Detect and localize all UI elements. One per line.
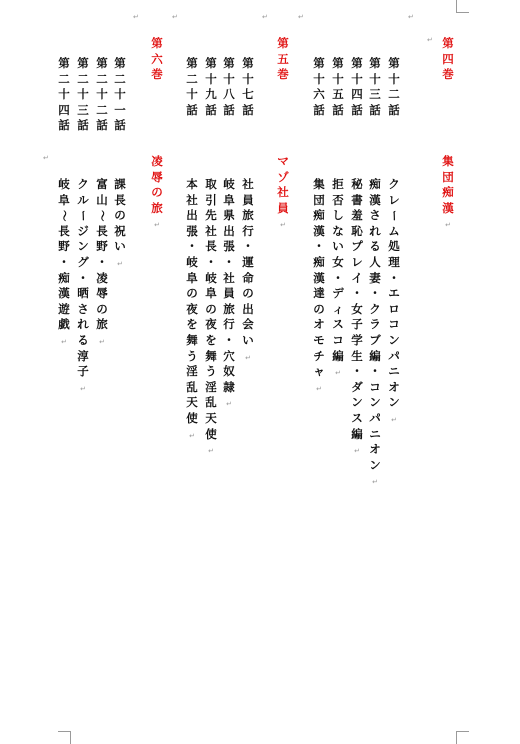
vol4-title: 第 四 巻	[442, 36, 454, 82]
paragraph-mark: ↵	[354, 447, 360, 456]
vol4-episode-13: 第 十 三 話	[369, 56, 381, 117]
vol4-episode-14: 第 十 四 話	[351, 56, 363, 117]
vol5-episode-20: 第 二 十 話	[186, 56, 198, 117]
vol6-title-21: 課 長 の 祝 い ↵	[114, 177, 126, 268]
paragraph-mark: ↵	[280, 221, 286, 230]
crop-mark-bottom-right	[456, 731, 469, 744]
vol4-title-15: 拒 否 し な い 女 ・ デ ィ ス コ 編 ↵	[332, 177, 344, 378]
paragraph-mark: ↵	[80, 384, 86, 393]
vol6-title: 第 六 巻	[151, 36, 163, 82]
paragraph-mark: ↵	[372, 478, 378, 487]
paragraph-mark: ↵	[445, 221, 451, 230]
vol4-episode-15: 第 十 五 話	[332, 56, 344, 117]
vol6-title-22: 富 山 〜 長 野 ・ 凌 辱 の 旅 ↵	[95, 177, 110, 346]
paragraph-mark: ↵	[61, 337, 67, 346]
paragraph-mark: ↵	[99, 337, 105, 346]
vol5-episode-18: 第 十 八 話	[223, 56, 235, 117]
vol5-title-20: 本 社 出 張 ・ 岐 阜 の 夜 を 舞 う 淫 乱 天 使 ↵	[186, 177, 198, 440]
vol6-episode-21: 第 二 十 一 話	[114, 56, 126, 133]
vol4-title-13: 痴 漢 さ れ る 人 妻 ・ ク ラ ブ 編 ・ コ ン パ ニ オ ン ↵	[369, 177, 381, 487]
paragraph-mark: ↵	[133, 13, 139, 21]
paragraph-mark: ↵	[245, 353, 251, 362]
vol5-episode-17: 第 十 七 話	[242, 56, 254, 117]
paragraph-mark: ↵	[391, 415, 397, 424]
vol4-subtitle: 集 団 痴 漢 ↵	[442, 154, 454, 230]
paragraph-mark: ↵	[298, 13, 304, 21]
paragraph-mark: ↵	[43, 154, 49, 162]
paragraph-mark: ↵	[408, 13, 414, 21]
vol5-title-19: 取 引 先 社 長 ・ 岐 阜 の 夜 を 舞 う 淫 乱 天 使 ↵	[205, 177, 217, 456]
vol4-episode-16: 第 十 六 話	[313, 56, 325, 117]
vol5-title-18: 岐 阜 県 出 張 ・ 社 員 旅 行 ・ 穴 奴 隷 ↵	[223, 177, 235, 409]
paragraph-mark: ↵	[335, 369, 341, 378]
paragraph-mark: ↵	[189, 431, 195, 440]
paragraph-mark: ↵	[208, 447, 214, 456]
paragraph-mark: ↵	[154, 221, 160, 230]
vol4-title-14: 秘 書 羞 恥 プ レ イ ・ 女 子 学 生 ・ ダ ン ス 編 ↵	[351, 177, 363, 456]
paragraph-mark: ↵	[427, 36, 433, 44]
vol5-title: 第 五 巻	[277, 36, 289, 82]
vol5-subtitle: マ ゾ 社 員 ↵	[277, 154, 289, 230]
crop-mark-top-right	[456, 0, 469, 13]
paragraph-mark: ↵	[172, 13, 178, 21]
paragraph-mark: ↵	[316, 384, 322, 393]
paragraph-mark: ↵	[262, 13, 268, 21]
vol6-title-23: ク ル ー ジ ン グ ・ 晒 さ れ る 淳 子 ↵	[76, 177, 91, 393]
vol6-title-24: 岐 阜 〜 長 野 ・ 痴 漢 遊 戯 ↵	[57, 177, 72, 346]
crop-mark-bottom-left	[58, 731, 71, 744]
vol6-episode-22: 第 二 十 二 話	[96, 56, 108, 133]
vol4-episode-12: 第 十 二 話	[388, 56, 400, 117]
vol5-title-17: 社 員 旅 行 ・ 運 命 の 出 会 い ↵	[242, 177, 254, 362]
vol6-subtitle: 凌 辱 の 旅 ↵	[151, 154, 163, 230]
paragraph-mark: ↵	[226, 400, 232, 409]
vol5-episode-19: 第 十 九 話	[205, 56, 217, 117]
vol4-title-16: 集 団 痴 漢 ・ 痴 漢 達 の オ モ チ ャ ↵	[313, 177, 325, 393]
vol6-episode-24: 第 二 十 四 話	[58, 56, 70, 133]
vol4-title-12: ク レ ー ム 処 理 ・ エ ロ コ ン パ ニ オ ン ↵	[387, 177, 402, 424]
vol6-episode-23: 第 二 十 三 話	[77, 56, 89, 133]
paragraph-mark: ↵	[117, 259, 123, 268]
